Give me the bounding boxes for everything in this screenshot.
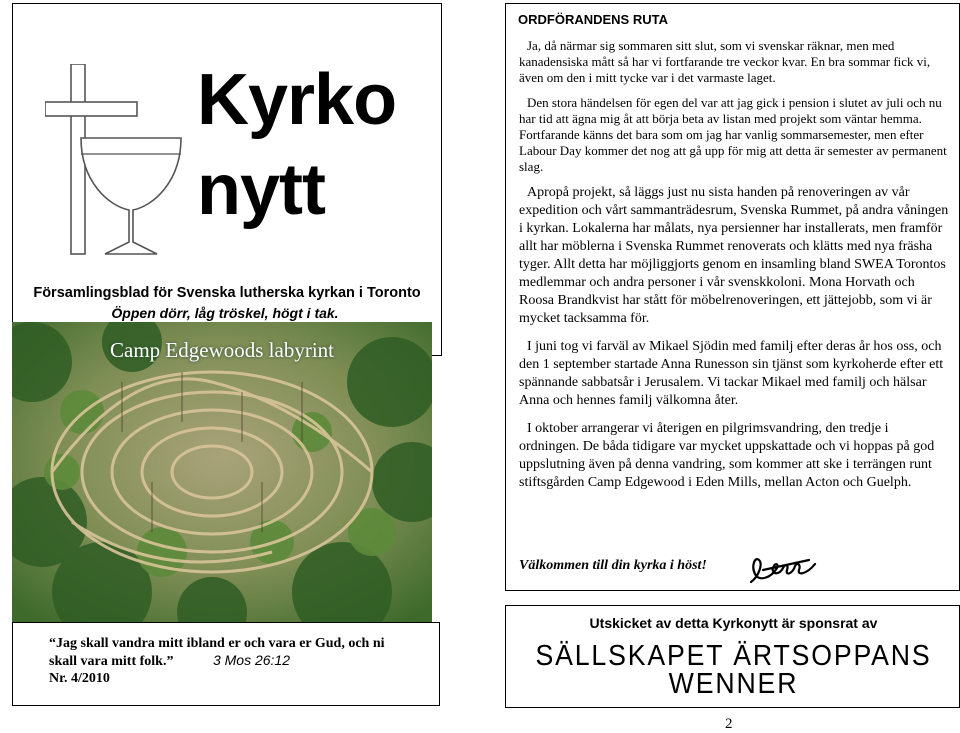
- chairman-body: [519, 38, 951, 502]
- labyrinth-photo: [12, 322, 432, 622]
- masthead-title-word-2: nytt: [197, 150, 325, 230]
- chairman-paragraph-1: Ja, då närmar sig sommaren sitt slut, som vi svenskar räknar, men med kanadensiska mått så har vi fortfarande tre veckor kvar. En bra sommar fick vi, även om den i mitt tycke var i det varmaste laget.: [519, 38, 931, 85]
- chairman-column: [505, 3, 960, 591]
- sponsor-heading: Utskicket av detta Kyrkonytt är sponsrat av: [589, 615, 878, 631]
- photo-caption: Camp Edgewoods labyrint: [110, 338, 334, 362]
- labyrinth-aerial-image: [12, 322, 432, 622]
- issue-number: Nr. 4/2010: [49, 671, 110, 686]
- chairman-paragraph-2: Den stora händelsen för egen del var att jag gick i pension i slutet av juli och nu har tid att ägna mig åt att börja beta av listan med projekt som väntar hemma. Fortfarande känns det bara som om jag har vanlig sommarsemester, men efter Labour Day kommer det nog att gå upp för mig att detta är semester av permanent slag.: [519, 95, 947, 174]
- chairman-heading: ORDFÖRANDENS RUTA: [518, 12, 668, 27]
- masthead-motto: Öppen dörr, låg tröskel, högt i tak.: [111, 305, 339, 321]
- bible-quote-box: [12, 622, 440, 706]
- handwritten-signature: [749, 552, 817, 586]
- masthead-title-word-1: Kyrko: [197, 60, 397, 140]
- bible-quote: [49, 635, 409, 670]
- cross-chalice-icon: [45, 64, 185, 264]
- masthead-subtitle: Församlingsblad för Svenska lutherska kyrkan i Toronto: [33, 285, 421, 301]
- masthead-box: [12, 3, 442, 356]
- chairman-closing: Välkommen till din kyrka i höst!: [519, 558, 707, 573]
- sponsor-name: SÄLLSKAPET ÄRTSOPPANS WENNER: [535, 640, 932, 700]
- page-number: 2: [725, 716, 733, 732]
- sponsor-box: [505, 605, 960, 708]
- chairman-paragraph-5: I oktober arrangerar vi återigen en pilgrimsvandring, den tredje i ordningen. De båda tidigare var mycket uppskattade och vi hoppas på god uppslutning även på denna vandring, som kommer att ske i terrängen runt stiftsgården Camp Edgewood i Eden Mills, mellan Acton och Guelph.: [519, 421, 935, 490]
- chairman-paragraph-3: Apropå projekt, så läggs just nu sista handen på renoveringen av vår expedition och vårt sammanträdesrum, Svenska Rummet, på andra våningen i kyrkan. Lokalerna har målats, nya persienner har installerats, men framför allt har möblerna i Svenska Rummet renoverats och klätts med nya fräsha tyger. Allt detta har möjliggjorts genom en insamling bland SWEA Torontos medlemmar och andra personer i vår svenskkoloni. Mona Horvath och Roosa Brandkvist har stått för möbelrenoveringen, ett jättejobb, som vi är mycket tacksamma för.: [519, 185, 949, 326]
- bible-quote-text: “Jag skall vandra mitt ibland er och vara er Gud, och ni skall vara mitt folk.”: [49, 636, 385, 669]
- bible-quote-reference: 3 Mos 26:12: [212, 652, 291, 668]
- chairman-paragraph-4: I juni tog vi farväl av Mikael Sjödin med familj efter deras år hos oss, och den 1 september startade Anna Runesson sin tjänst som kyrkoherde efter ett spännande sabbatsår i Jerusalem. Vi tackar Mikael med familj och hälsar Anna och hennes familj välkomna åter.: [519, 339, 944, 408]
